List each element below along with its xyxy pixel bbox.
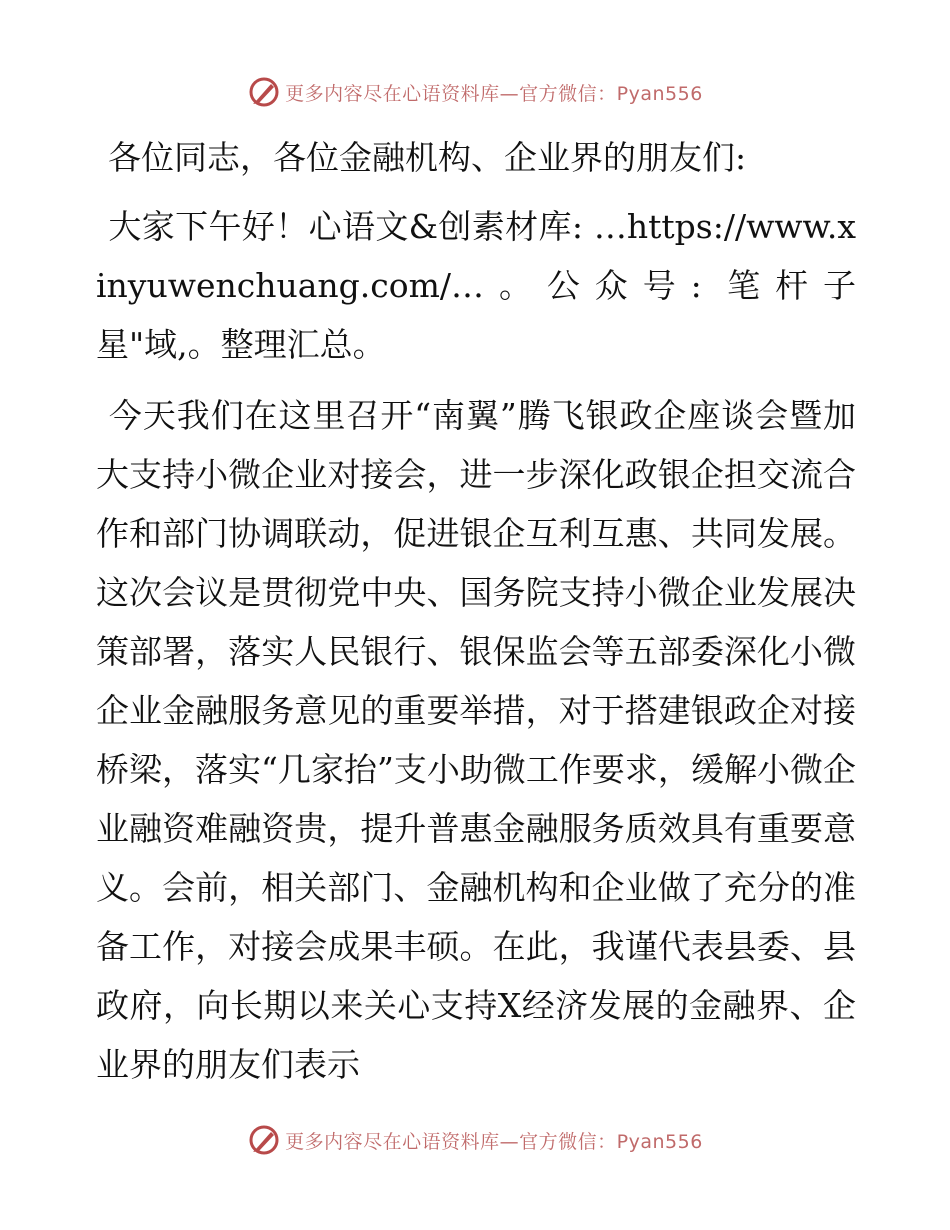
main-text: 今天我们在这里召开“南翼”腾飞银政企座谈会暨加大支持小微企业对接会，进一步深化政银企担交流合作和部门协调联动，促进银企互利互惠、共同发展。这次会议是贯彻党中央、国务院支持小微企业发展决策部署，落实人民银行、银保监会等五部委深化小微企业金融服务意见的重要举措，对于搭建银政企对接桥梁，落实“几家抬”支小助微工作要求，缓解小微企业融资难融资贵，提升普惠金融服务质效具有重要意义。会前，相关部门、金融机构和企业做了充分的准备工作，对接会成果丰硕。在此，我谨代表县委、县政府，向长期以来关心支持X经济发展的金融界、企业界的朋友们表示 [96, 396, 856, 1084]
pen-logo-icon [247, 75, 281, 109]
pen-logo-icon [247, 1123, 281, 1157]
footer-banner-text: 更多内容尽在心语资料库—官方微信：Pyan556 [285, 1130, 703, 1153]
intro-paragraph [96, 197, 856, 374]
main-paragraph [96, 386, 856, 1094]
greeting-paragraph [96, 128, 856, 187]
footer-banner [0, 1120, 950, 1160]
document-body [96, 128, 856, 1106]
header-banner-text: 更多内容尽在心语资料库—官方微信：Pyan556 [285, 82, 703, 105]
intro-text: 大家下午好！心语文&创素材库: …https://www.xinyuwenchuang.com/…。公众号: 笔杆子星"域,。整理汇总。 [96, 207, 856, 364]
header-banner [0, 72, 950, 112]
greeting-text: 各位同志，各位金融机构、企业界的朋友们: [108, 138, 747, 177]
